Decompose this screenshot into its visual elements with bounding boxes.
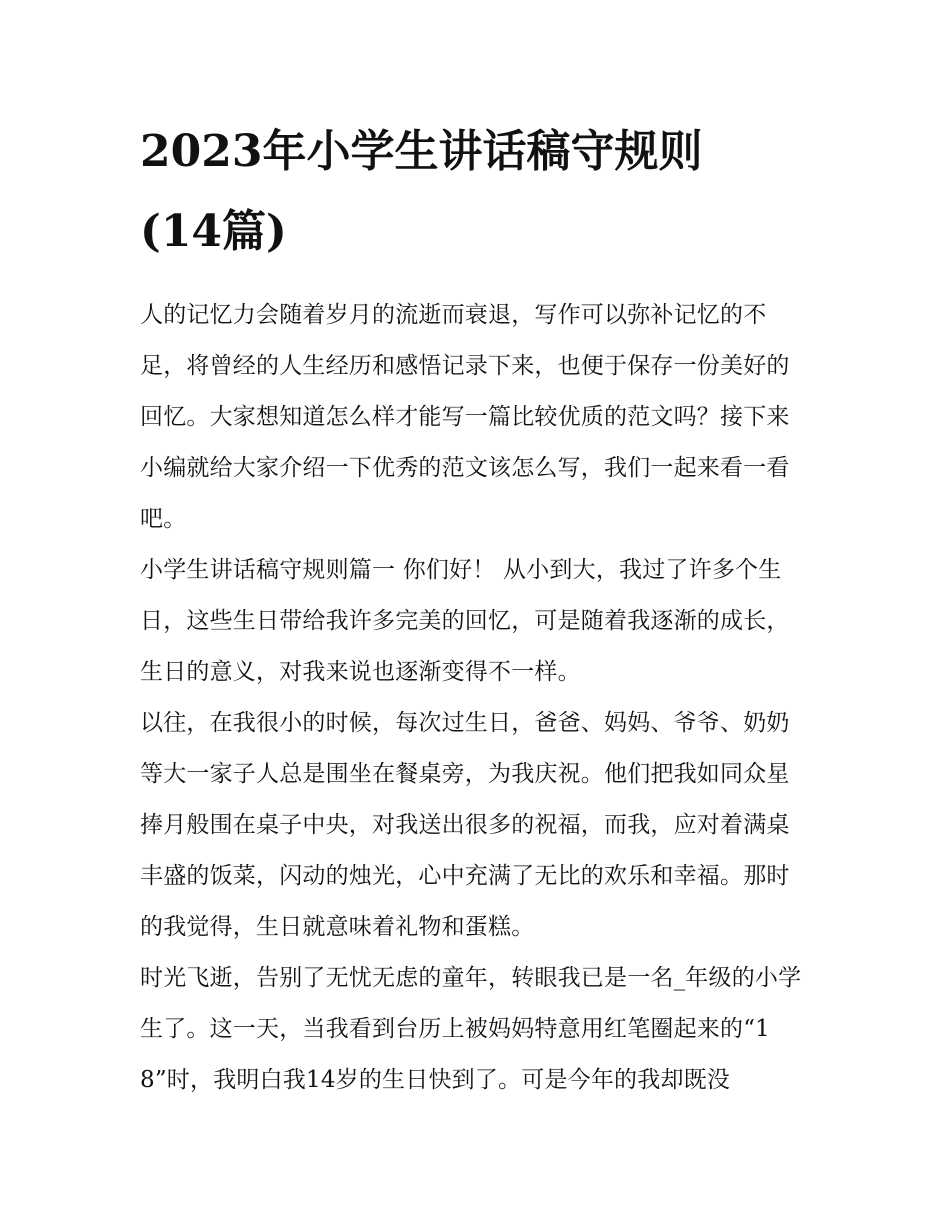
title-line-1: 2023年小学生讲话稿守规则 (140, 126, 703, 177)
paragraph-2: 以往，在我很小的时候，每次过生日，爸爸、妈妈、爷爷、奶奶等大一家子人总是围坐在餐桌旁，为我庆祝。他们把我如同众星捧月般围在桌子中央，对我送出很多的祝福，而我，应对着满桌丰盛的饭菜，闪动的烛光，心中充满了无比的欢乐和幸福。那时的我觉得，生日就意味着礼物和蛋糕。 (140, 710, 790, 940)
title-line-2: (14篇) (140, 206, 287, 257)
document-body (140, 112, 812, 1106)
paragraph-1: 小学生讲话稿守规则篇一 你们好！ 从小到大，我过了许多个生日，这些生日带给我许多完美的回忆，可是随着我逐渐的成长，生日的意义，对我来说也逐渐变得不一样。 (140, 557, 790, 685)
page-title (140, 112, 812, 272)
paragraph-intro: 人的记忆力会随着岁月的流逝而衰退，写作可以弥补记忆的不足，将曾经的人生经历和感悟记录下来，也便于保存一份美好的回忆。大家想知道怎么样才能写一篇比较优质的范文吗？接下来小编就给大家介绍一下优秀的范文该怎么写，我们一起来看一看吧。 (140, 302, 790, 532)
paragraph-3: 时光飞逝，告别了无忧无虑的童年，转眼我已是一名_年级的小学生了。这一天，当我看到台历上被妈妈特意用红笔圈起来的“18”时，我明白我14岁的生日快到了。可是今年的我却既没 (140, 965, 802, 1093)
